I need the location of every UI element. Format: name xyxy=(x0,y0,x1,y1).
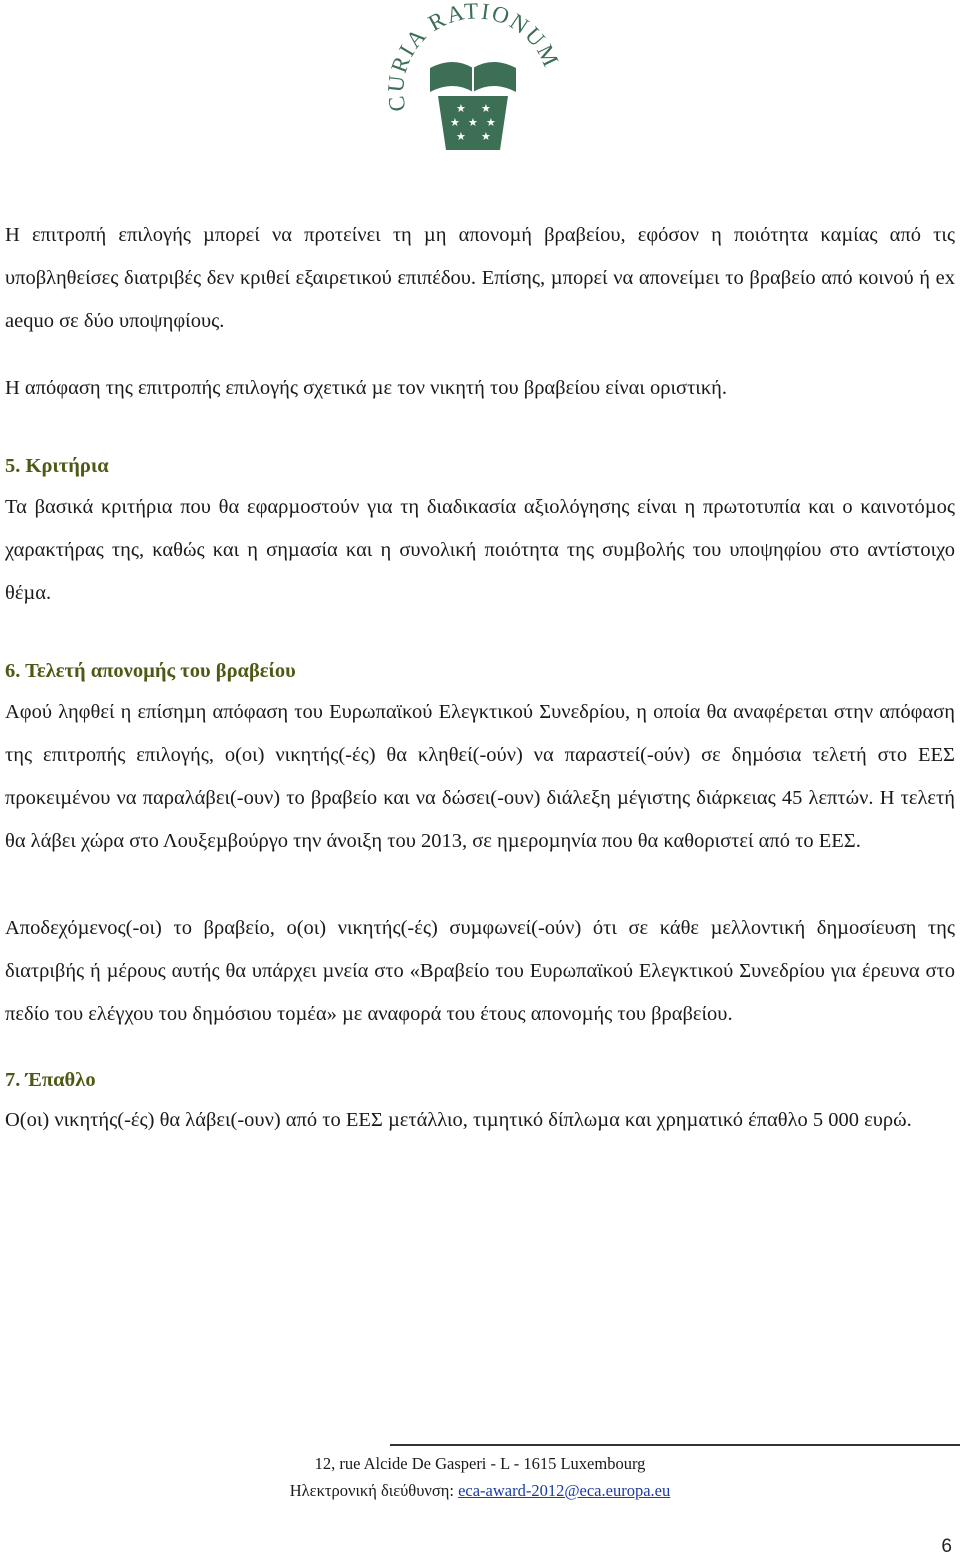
section-heading-prize: 7. Έπαθλο xyxy=(5,1069,96,1091)
svg-text:★: ★ xyxy=(481,102,491,115)
paragraph-criteria: Τα βασικά κριτήρια που θα εφαρµοστούν για τη διαδικασία αξιολόγησης είναι η πρωτοτυπία και ο καινοτόµος χαρακτήρας της, καθώς και η σηµασία και η συνολική ποιότητα της συµβολής του υποψηφίου στο αντίστοιχο θέµα. xyxy=(5,496,955,604)
footer xyxy=(0,1450,960,1504)
page-number: 6 xyxy=(941,1536,952,1557)
section-heading-ceremony: 6. Τελετή απονοµής του βραβείου xyxy=(5,660,296,682)
footer-email-link[interactable]: eca-award-2012@eca.europa.eu xyxy=(458,1481,671,1500)
section-heading-criteria: 5. Κριτήρια xyxy=(5,455,109,477)
logo-text: CURIA RATIONUM xyxy=(383,0,565,114)
svg-text:★: ★ xyxy=(456,130,466,143)
svg-text:★: ★ xyxy=(456,102,466,115)
footer-address: 12, rue Alcide De Gasperi - L - 1615 Luxembourg xyxy=(314,1454,646,1473)
paragraph-prize: Ο(οι) νικητής(-ές) θα λάβει(-ουν) από το ΕΕΣ µετάλλιο, τιµητικό δίπλωµα και χρηµατικό έπαθλο 5 000 ευρώ. xyxy=(5,1109,912,1131)
footer-email-label: Ηλεκτρονική διεύθυνση: xyxy=(289,1481,459,1500)
logo-emblem-icon xyxy=(378,0,568,150)
paragraph-publication: Αποδεχόµενος(-οι) το βραβείο, ο(οι) νικητής(-ές) συµφωνεί(-ούν) ότι σε κάθε µελλοντική δηµοσίευση της διατριβής ή µέρους αυτής θα υπάρχει µνεία στο «Βραβείο του Ευρωπαϊκού Ελεγκτικού Συνεδρίου για έρευνα στο πεδίο του ελέγχου του δηµόσιου τοµέα» µε αναφορά του έτους απονοµής του βραβείου. xyxy=(5,917,955,1025)
paragraph-ceremony: Αφού ληφθεί η επίσηµη απόφαση του Ευρωπαϊκού Ελεγκτικού Συνεδρίου, η οποία θα αναφέρεται στην απόφαση της επιτροπής επιλογής, ο(οι) νικητής(-ές) θα κληθεί(-ούν) να παραστεί(-ούν) σε δηµόσια τελετή στο ΕΕΣ προκειµένου να παραλάβει(-ουν) το βραβείο και να δώσει(-ουν) διάλεξη µέγιστης διάρκειας 45 λεπτών. Η τελετή θα λάβει χώρα στο Λουξεµβούργο την άνοιξη του 2013, σε ηµεροµηνία που θα καθοριστεί από το ΕΕΣ. xyxy=(5,701,955,852)
footer-email-line xyxy=(0,1477,960,1504)
svg-text:★: ★ xyxy=(450,116,460,129)
svg-text:★: ★ xyxy=(481,130,491,143)
svg-text:★: ★ xyxy=(468,116,478,129)
paragraph-decision-final: Η απόφαση της επιτροπής επιλογής σχετικά µε τον νικητή του βραβείου είναι οριστική. xyxy=(5,377,727,399)
paragraph-selection-committee: Η επιτροπή επιλογής µπορεί να προτείνει τη µη απονοµή βραβείου, εφόσον η ποιότητα καµίας από τις υποβληθείσες διατριβές δεν κριθεί εξαιρετικού επιπέδου. Επίσης, µπορεί να απονείµει το βραβείο από κοινού ή ex aequo σε δύο υποψηφίους. xyxy=(5,224,955,332)
curia-rationum-logo xyxy=(378,0,568,150)
document-body xyxy=(5,214,955,1141)
svg-text:★: ★ xyxy=(486,116,496,129)
footer-divider xyxy=(390,1444,960,1446)
